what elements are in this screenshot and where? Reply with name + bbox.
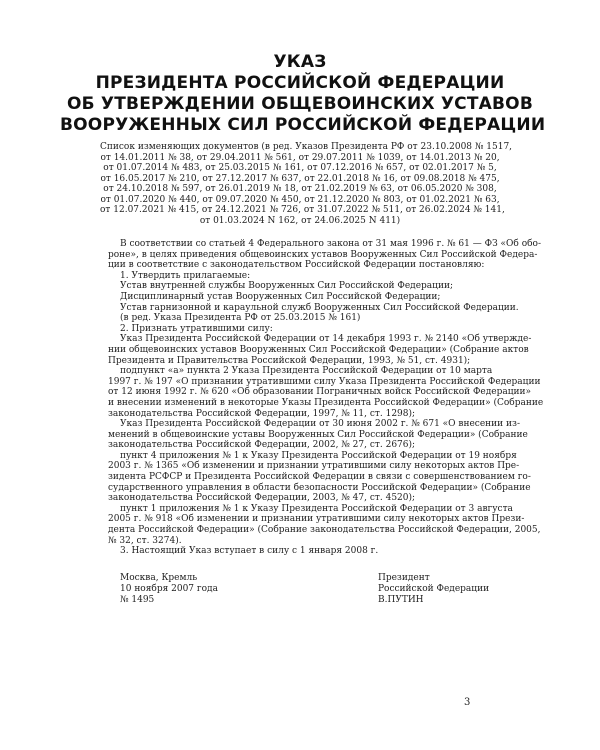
body-line: Указ Президента Российской Федерации от 30 июня 2002 г. № 671 «О внесении из-	[120, 419, 520, 430]
title-line: УКАЗ	[273, 52, 327, 72]
body-line: менений в общевоинские уставы Вооруженных Сил Российской Федерации» (Собрание	[108, 429, 528, 440]
body-line: В соответствии со статьей 4 Федерального закона от 31 мая 1996 г. № 61 — ФЗ «Об обо-	[120, 239, 541, 249]
amendments-line: от 24.10.2018 № 597, от 26.01.2019 № 18, от 21.02.2019 № 63, от 06.05.2020 № 308,	[103, 184, 497, 194]
amendments-line: от 12.07.2021 № 415, от 24.12.2021 № 726, от 31.07.2022 № 511, от 26.02.2024 № 141,	[100, 205, 505, 215]
body-line: Указ Президента Российской Федерации от 14 декабря 1993 г. № 2140 «Об утвержде-	[120, 334, 532, 345]
decree-number: № 1495	[120, 595, 155, 605]
body-line: законодательства Российской Федерации, 1997, № 11, ст. 1298);	[108, 408, 416, 419]
signatory-title: Президент	[378, 573, 430, 583]
place-date-number	[120, 573, 218, 606]
body-line: 1. Утвердить прилагаемые:	[120, 270, 251, 281]
body-line: пункт 1 приложения № 1 к Указу Президента Российской Федерации от 3 августа	[120, 503, 513, 514]
signing-place: Москва, Кремль	[120, 573, 198, 583]
amendments-line: Список изменяющих документов (в ред. Указов Президента РФ от 23.10.2008 № 1517,	[100, 142, 513, 152]
body-line: Устав гарнизонной и караульной служб Вооруженных Сил Российской Федерации.	[120, 302, 519, 313]
body-line: 2. Признать утратившими силу:	[120, 323, 273, 334]
title-line: ОБ УТВЕРЖДЕНИИ ОБЩЕВОИНСКИХ УСТАВОВ	[67, 94, 533, 114]
amendments-line: от 16.05.2017 № 210, от 27.12.2017 № 637, от 22.01.2018 № 16, от 09.08.2018 № 475,	[100, 173, 500, 184]
body-line: ции в соответствие с законодательством Российской Федерации постановляю:	[108, 260, 485, 271]
body-line: № 32, ст. 3274).	[108, 535, 182, 546]
decree-title	[60, 52, 546, 136]
body-line: 2005 г. № 918 «Об изменении и признании утратившими силу некоторых актов Прези-	[108, 514, 525, 525]
page-number: 3	[464, 697, 471, 708]
body-line: сударственного управления в области безопасности Российской Федерации» (Собрание	[108, 482, 531, 493]
body-line: роне», в целях приведения общевоинских уставов Вооруженных Сил Российской Федера-	[108, 249, 538, 260]
amendments-line: от 01.07.2020 № 440, от 09.07.2020 № 450, от 21.12.2020 № 803, от 01.02.2021 № 63,	[100, 194, 500, 205]
amendments-line: от 01.03.2024 N 162, от 24.06.2025 N 411)	[199, 215, 401, 226]
body-line: законодательства Российской Федерации, 2002, № 27, ст. 2676);	[108, 440, 416, 451]
body-line: зидента РСФСР и Президента Российской Федерации в связи с совершенствованием го-	[108, 472, 531, 483]
body-line: 1997 г. № 197 «О признании утратившими силу Указа Президента Российской Федерации	[108, 376, 541, 387]
signatory-title-country: Российской Федерации	[378, 584, 490, 594]
body-line: подпункт «а» пункта 2 Указа Президента Российской Федерации от 10 марта	[120, 366, 493, 377]
body-line: от 12 июня 1992 г. № 620 «Об образовании Пограничных войск Российской Федерации»	[108, 387, 532, 398]
body-line: Дисциплинарный устав Вооруженных Сил Российской Федерации;	[120, 291, 441, 302]
title-line: ВООРУЖЕННЫХ СИЛ РОССИЙСКОЙ ФЕДЕРАЦИИ	[60, 115, 546, 135]
body-line: Президента и Правительства Российской Федерации, 1993, № 51, ст. 4931);	[108, 355, 471, 366]
amendments-line: от 01.07.2014 № 483, от 25.03.2015 № 161, от 07.12.2016 № 657, от 02.01.2017 № 5,	[103, 163, 497, 173]
body-line: и внесении изменений в некоторые Указы Президента Российской Федерации» (Собрание	[108, 397, 544, 408]
body-line: Устав внутренней службы Вооруженных Сил Российской Федерации;	[120, 281, 453, 292]
signatory	[378, 573, 489, 606]
body-line: 3. Настоящий Указ вступает в силу с 1 января 2008 г.	[120, 546, 379, 557]
amendments-line: от 14.01.2011 № 38, от 29.04.2011 № 561, от 29.07.2011 № 1039, от 14.01.2013 № 20,	[100, 152, 500, 163]
body-line: законодательства Российской Федерации, 2003, № 47, ст. 4520);	[108, 493, 416, 504]
body-line: 2003 г. № 1365 «Об изменении и признании утратившими силу некоторых актов Пре-	[108, 461, 520, 472]
signing-date: 10 ноября 2007 года	[120, 584, 218, 594]
body-line: пункт 4 приложения № 1 к Указу Президента Российской Федерации от 19 ноября	[120, 450, 517, 461]
body-line: (в ред. Указа Президента РФ от 25.03.2015 № 161)	[120, 313, 361, 324]
body-line: нии общевоинских уставов Вооруженных Сил Российской Федерации» (Собрание актов	[108, 344, 529, 355]
decree-body	[108, 239, 544, 557]
signatory-name: В.ПУТИН	[378, 595, 424, 605]
title-line: ПРЕЗИДЕНТА РОССИЙСКОЙ ФЕДЕРАЦИИ	[95, 73, 505, 93]
body-line: дента Российской Федерации» (Собрание законодательства Российской Федерации, 2005,	[108, 525, 541, 536]
amendments-list	[100, 142, 513, 226]
